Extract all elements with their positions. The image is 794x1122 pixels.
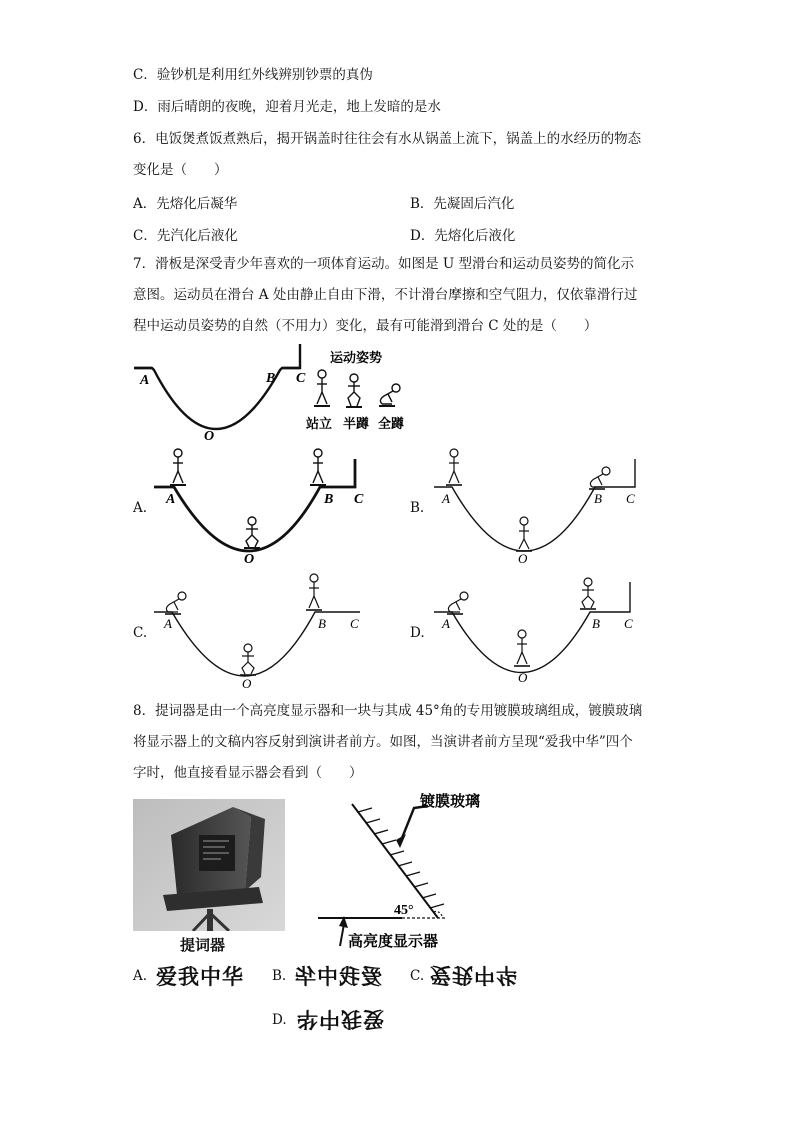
- q5-option-c: C．验钞机是利用红外线辨别钞票的真伪: [133, 67, 373, 83]
- posture-full-label: 全蹲: [378, 416, 405, 431]
- q7-point-o: O: [204, 429, 215, 444]
- q7-stem-line3: 程中运动员姿势的自然（不用力）变化，最有可能滑到滑台 C 处的是（ ）: [133, 318, 598, 334]
- teleprompter-photo: [133, 799, 285, 931]
- svg-text:O: O: [518, 670, 528, 685]
- q7-option-c-label: C.: [133, 625, 148, 641]
- q7-option-a-figure: [150, 445, 375, 565]
- svg-text:B: B: [324, 492, 334, 507]
- posture-half-squat-icon: [346, 374, 362, 407]
- q8-option-d-text: 爱我中华: [296, 1007, 384, 1031]
- q7-point-a: A: [140, 373, 150, 388]
- q8-option-c-text: 爱我中华: [430, 963, 518, 987]
- svg-text:C: C: [354, 492, 364, 507]
- q8-option-b-text: 爱我中华: [294, 965, 382, 989]
- q8-stem-line1: 8．提词器是由一个高亮度显示器和一块与其成 45°角的专用镀膜玻璃组成，镀膜玻璃: [133, 703, 643, 719]
- posture-stand-label: 站立: [306, 416, 333, 431]
- svg-text:A: A: [442, 491, 450, 506]
- posture-half-label: 半蹲: [343, 416, 370, 431]
- q6-option-b: B．先凝固后汽化: [410, 196, 515, 212]
- q8-option-b-label: B.: [272, 968, 287, 984]
- svg-text:O: O: [242, 676, 252, 690]
- svg-text:B: B: [318, 616, 326, 631]
- svg-text:A: A: [442, 616, 450, 631]
- teleprompter-caption: 提词器: [180, 936, 226, 954]
- q8-option-a-text: 爱我中华: [156, 965, 244, 989]
- q8-option-c-label: C.: [410, 968, 425, 984]
- angle-label: 45°: [394, 903, 414, 918]
- q7-option-b-figure: [430, 445, 655, 565]
- q7-point-c: C: [296, 371, 306, 386]
- svg-text:B: B: [594, 491, 602, 506]
- q8-stem-line3: 字时，他直接看显示器会看到（ ）: [133, 765, 363, 781]
- q7-option-a-label: A.: [133, 500, 148, 516]
- svg-text:C: C: [626, 491, 635, 506]
- svg-text:A: A: [164, 616, 172, 631]
- q7-option-b-label: B.: [410, 500, 425, 516]
- svg-text:O: O: [518, 551, 528, 565]
- svg-text:C: C: [624, 616, 633, 631]
- q6-option-d: D．先熔化后液化: [410, 228, 516, 244]
- q6-stem-line1: 6．电饭煲煮饭煮熟后，揭开锅盖时往往会有水从锅盖上流下，锅盖上的水经历的物态: [133, 131, 642, 147]
- glass-label: 镀膜玻璃: [420, 794, 481, 810]
- display-label: 高亮度显示器: [348, 934, 439, 950]
- svg-text:O: O: [244, 552, 255, 565]
- q6-option-a: A．先熔化后凝华: [133, 196, 238, 212]
- q8-option-d-label: D.: [272, 1012, 287, 1028]
- posture-full-squat-icon: [379, 384, 400, 406]
- q8-option-a-label: A.: [133, 968, 148, 984]
- posture-legend-title: 运动姿势: [330, 350, 383, 365]
- svg-text:A: A: [166, 492, 176, 507]
- svg-text:C: C: [350, 616, 359, 631]
- q6-stem-line2: 变化是（ ）: [133, 162, 228, 178]
- q7-option-d-label: D.: [410, 625, 425, 641]
- q8-mirror-diagram: [310, 786, 500, 956]
- q7-point-b: B: [266, 371, 276, 386]
- svg-text:B: B: [592, 616, 600, 631]
- q7-ramp-figure: [130, 340, 410, 445]
- posture-stand-icon: [314, 370, 330, 406]
- q8-stem-line2: 将显示器上的文稿内容反射到演讲者前方。如图，当演讲者前方呈现“爱我中华”四个: [133, 734, 633, 750]
- q7-stem-line2: 意图。运动员在滑台 A 处由静止自由下滑，不计滑台摩擦和空气阻力，仅依靠滑行过: [133, 287, 638, 303]
- q7-stem-line1: 7．滑板是深受青少年喜欢的一项体育运动。如图是 U 型滑台和运动员姿势的简化示: [133, 256, 635, 272]
- q7-option-c-figure: [150, 568, 375, 690]
- q7-option-d-figure: [430, 568, 655, 690]
- q5-option-d: D．雨后晴朗的夜晚，迎着月光走，地上发暗的是水: [133, 99, 441, 115]
- q6-option-c: C．先汽化后液化: [133, 228, 238, 244]
